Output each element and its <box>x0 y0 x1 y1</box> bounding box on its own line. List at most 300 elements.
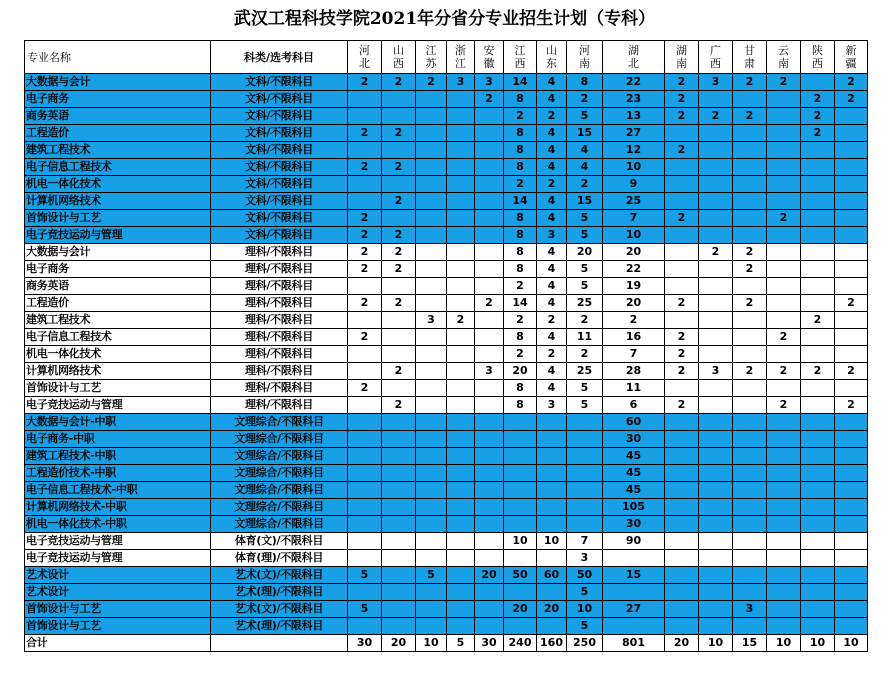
page-title: 武汉工程科技学院2021年分省分专业招生计划（专科） <box>233 9 656 29</box>
header-province: 河 南 <box>567 41 603 74</box>
quota-cell: 7 <box>567 533 603 550</box>
quota-cell: 6 <box>603 397 665 414</box>
quota-cell: 10 <box>699 635 733 652</box>
quota-cell: 20 <box>665 635 699 652</box>
major-name-cell: 工程造价 <box>25 295 211 312</box>
quota-cell: 2 <box>416 74 447 91</box>
quota-cell <box>835 329 868 346</box>
quota-cell <box>348 516 382 533</box>
quota-cell: 2 <box>665 363 699 380</box>
quota-cell <box>416 618 447 635</box>
subject-cell: 理科/不限科目 <box>211 244 348 261</box>
quota-cell: 10 <box>416 635 447 652</box>
quota-cell <box>537 448 567 465</box>
quota-cell: 2 <box>447 312 475 329</box>
quota-cell <box>801 567 835 584</box>
quota-cell <box>801 618 835 635</box>
quota-cell <box>416 346 447 363</box>
quota-cell <box>475 499 504 516</box>
quota-cell <box>348 414 382 431</box>
major-name-cell: 合计 <box>25 635 211 652</box>
quota-cell: 30 <box>348 635 382 652</box>
quota-cell: 30 <box>475 635 504 652</box>
major-name-cell: 电子商务 <box>25 261 211 278</box>
subject-cell: 艺术(文)/不限科目 <box>211 567 348 584</box>
quota-cell <box>382 142 416 159</box>
table-row <box>25 618 868 635</box>
quota-cell: 8 <box>504 397 537 414</box>
quota-cell <box>447 414 475 431</box>
quota-cell <box>447 448 475 465</box>
quota-cell <box>665 567 699 584</box>
quota-cell: 8 <box>504 261 537 278</box>
quota-cell <box>699 312 733 329</box>
quota-cell <box>416 465 447 482</box>
quota-cell: 2 <box>348 210 382 227</box>
quota-cell: 4 <box>537 74 567 91</box>
quota-cell <box>733 533 767 550</box>
quota-cell <box>767 244 801 261</box>
quota-cell: 2 <box>382 397 416 414</box>
quota-cell <box>665 431 699 448</box>
quota-cell: 5 <box>567 108 603 125</box>
quota-cell: 45 <box>603 482 665 499</box>
quota-cell <box>767 380 801 397</box>
quota-cell <box>416 601 447 618</box>
major-name-cell: 建筑工程技术 <box>25 312 211 329</box>
table-row <box>25 142 868 159</box>
major-name-cell: 电子竞技运动与管理 <box>25 227 211 244</box>
quota-cell: 15 <box>603 567 665 584</box>
quota-cell: 5 <box>567 210 603 227</box>
quota-cell <box>665 125 699 142</box>
quota-cell <box>348 108 382 125</box>
quota-cell: 2 <box>537 312 567 329</box>
quota-cell <box>801 278 835 295</box>
quota-cell: 2 <box>504 176 537 193</box>
quota-cell <box>733 550 767 567</box>
quota-cell <box>835 176 868 193</box>
quota-cell <box>475 244 504 261</box>
quota-cell <box>348 533 382 550</box>
quota-cell <box>699 516 733 533</box>
quota-cell <box>447 397 475 414</box>
quota-cell: 10 <box>567 601 603 618</box>
quota-cell <box>447 431 475 448</box>
quota-cell: 2 <box>504 278 537 295</box>
quota-cell <box>447 363 475 380</box>
quota-cell <box>537 618 567 635</box>
header-province: 湖 北 <box>603 41 665 74</box>
quota-cell <box>835 380 868 397</box>
quota-cell: 5 <box>567 618 603 635</box>
quota-cell <box>382 448 416 465</box>
header-province: 陕 西 <box>801 41 835 74</box>
quota-cell <box>416 193 447 210</box>
major-name-cell: 艺术设计 <box>25 567 211 584</box>
quota-cell <box>801 601 835 618</box>
quota-cell <box>835 227 868 244</box>
quota-cell <box>699 414 733 431</box>
quota-cell <box>348 431 382 448</box>
quota-cell <box>835 210 868 227</box>
table-row <box>25 465 868 482</box>
quota-cell <box>835 448 868 465</box>
quota-cell <box>733 227 767 244</box>
quota-cell <box>447 159 475 176</box>
quota-cell <box>835 516 868 533</box>
quota-cell <box>767 312 801 329</box>
quota-cell <box>835 193 868 210</box>
quota-cell: 2 <box>665 346 699 363</box>
subject-cell: 理科/不限科目 <box>211 329 348 346</box>
quota-cell <box>801 295 835 312</box>
header-province: 湖 南 <box>665 41 699 74</box>
quota-cell <box>475 431 504 448</box>
quota-cell <box>699 278 733 295</box>
quota-cell <box>447 329 475 346</box>
quota-cell: 13 <box>603 108 665 125</box>
quota-cell: 90 <box>603 533 665 550</box>
major-name-cell: 首饰设计与工艺 <box>25 618 211 635</box>
quota-cell <box>767 465 801 482</box>
quota-cell: 2 <box>801 363 835 380</box>
quota-cell: 10 <box>835 635 868 652</box>
quota-cell: 105 <box>603 499 665 516</box>
quota-cell: 10 <box>603 159 665 176</box>
quota-cell <box>382 601 416 618</box>
quota-cell <box>537 499 567 516</box>
table-row <box>25 261 868 278</box>
header-province: 江 苏 <box>416 41 447 74</box>
quota-cell: 2 <box>348 125 382 142</box>
table-row <box>25 584 868 601</box>
quota-cell <box>416 125 447 142</box>
quota-cell <box>416 448 447 465</box>
quota-cell <box>567 516 603 533</box>
quota-cell <box>447 567 475 584</box>
quota-cell <box>733 380 767 397</box>
quota-cell: 25 <box>567 363 603 380</box>
header-province: 河 北 <box>348 41 382 74</box>
quota-cell <box>348 465 382 482</box>
quota-cell: 25 <box>567 295 603 312</box>
quota-cell <box>699 448 733 465</box>
quota-cell: 8 <box>504 380 537 397</box>
subject-cell: 文理综合/不限科目 <box>211 465 348 482</box>
quota-cell: 5 <box>447 635 475 652</box>
quota-cell: 60 <box>537 567 567 584</box>
quota-cell: 22 <box>603 74 665 91</box>
quota-cell <box>733 567 767 584</box>
quota-cell: 2 <box>801 108 835 125</box>
quota-cell <box>475 533 504 550</box>
quota-cell: 60 <box>603 414 665 431</box>
quota-cell <box>475 346 504 363</box>
quota-cell: 20 <box>504 363 537 380</box>
quota-cell: 22 <box>603 261 665 278</box>
quota-cell <box>665 618 699 635</box>
quota-cell: 4 <box>537 125 567 142</box>
quota-cell <box>475 193 504 210</box>
subject-cell: 文科/不限科目 <box>211 74 348 91</box>
quota-cell <box>447 618 475 635</box>
table-row <box>25 108 868 125</box>
table-row <box>25 295 868 312</box>
quota-cell <box>475 448 504 465</box>
quota-cell <box>504 550 537 567</box>
quota-cell <box>699 482 733 499</box>
quota-cell <box>382 618 416 635</box>
major-name-cell: 工程造价技术-中职 <box>25 465 211 482</box>
quota-cell: 2 <box>665 329 699 346</box>
subject-cell: 艺术(理)/不限科目 <box>211 618 348 635</box>
quota-cell: 5 <box>567 278 603 295</box>
quota-cell <box>801 414 835 431</box>
subject-cell: 理科/不限科目 <box>211 261 348 278</box>
quota-cell <box>447 278 475 295</box>
quota-cell: 2 <box>801 312 835 329</box>
quota-cell <box>447 533 475 550</box>
quota-cell: 801 <box>603 635 665 652</box>
table-row <box>25 125 868 142</box>
quota-cell <box>416 176 447 193</box>
quota-cell <box>767 567 801 584</box>
header-province: 安 徽 <box>475 41 504 74</box>
quota-cell <box>447 176 475 193</box>
quota-cell <box>382 91 416 108</box>
quota-cell: 3 <box>567 550 603 567</box>
quota-cell: 20 <box>475 567 504 584</box>
major-name-cell: 电子竞技运动与管理 <box>25 550 211 567</box>
header-province: 广 西 <box>699 41 733 74</box>
quota-cell: 4 <box>537 295 567 312</box>
quota-cell <box>475 142 504 159</box>
quota-cell: 2 <box>382 244 416 261</box>
quota-cell <box>767 193 801 210</box>
quota-cell <box>382 210 416 227</box>
quota-cell <box>767 516 801 533</box>
quota-cell <box>348 482 382 499</box>
quota-cell: 2 <box>665 74 699 91</box>
quota-cell <box>733 482 767 499</box>
quota-cell <box>801 482 835 499</box>
major-name-cell: 电子竞技运动与管理 <box>25 533 211 550</box>
quota-cell <box>767 261 801 278</box>
major-name-cell: 艺术设计 <box>25 584 211 601</box>
quota-cell <box>382 312 416 329</box>
quota-cell: 3 <box>475 74 504 91</box>
quota-cell <box>733 431 767 448</box>
total-row <box>25 635 868 652</box>
quota-cell <box>504 431 537 448</box>
quota-cell: 14 <box>504 295 537 312</box>
quota-cell: 20 <box>603 295 665 312</box>
quota-cell <box>475 601 504 618</box>
quota-cell <box>475 618 504 635</box>
quota-cell: 27 <box>603 601 665 618</box>
quota-cell <box>699 499 733 516</box>
quota-cell <box>835 312 868 329</box>
quota-cell <box>447 108 475 125</box>
quota-cell: 4 <box>537 159 567 176</box>
table-row <box>25 210 868 227</box>
quota-cell: 2 <box>767 363 801 380</box>
quota-cell <box>475 278 504 295</box>
quota-cell <box>699 584 733 601</box>
quota-cell <box>475 550 504 567</box>
table-row <box>25 499 868 516</box>
quota-cell <box>382 414 416 431</box>
quota-cell <box>416 278 447 295</box>
quota-cell <box>665 193 699 210</box>
major-name-cell: 大数据与会计-中职 <box>25 414 211 431</box>
quota-cell <box>382 482 416 499</box>
quota-cell: 4 <box>567 159 603 176</box>
quota-cell <box>665 550 699 567</box>
quota-cell <box>767 550 801 567</box>
quota-cell: 3 <box>447 74 475 91</box>
quota-cell: 2 <box>537 176 567 193</box>
quota-cell <box>665 312 699 329</box>
major-name-cell: 电子信息工程技术 <box>25 329 211 346</box>
subject-cell: 理科/不限科目 <box>211 346 348 363</box>
quota-cell <box>835 567 868 584</box>
quota-cell <box>447 227 475 244</box>
quota-cell <box>537 550 567 567</box>
quota-cell <box>665 278 699 295</box>
quota-cell <box>767 125 801 142</box>
quota-cell <box>447 125 475 142</box>
quota-cell <box>699 125 733 142</box>
quota-cell: 10 <box>504 533 537 550</box>
major-name-cell: 建筑工程技术 <box>25 142 211 159</box>
quota-cell <box>801 397 835 414</box>
quota-cell: 20 <box>603 244 665 261</box>
quota-cell <box>665 261 699 278</box>
quota-cell <box>416 227 447 244</box>
quota-cell <box>603 618 665 635</box>
subject-cell: 体育(文)/不限科目 <box>211 533 348 550</box>
major-name-cell: 大数据与会计 <box>25 74 211 91</box>
major-name-cell: 商务英语 <box>25 278 211 295</box>
subject-cell: 文科/不限科目 <box>211 142 348 159</box>
quota-cell <box>475 176 504 193</box>
quota-cell <box>416 244 447 261</box>
quota-cell <box>416 414 447 431</box>
table-row <box>25 91 868 108</box>
quota-cell <box>733 499 767 516</box>
quota-cell <box>767 142 801 159</box>
quota-cell <box>603 584 665 601</box>
table-row <box>25 227 868 244</box>
quota-cell <box>665 380 699 397</box>
quota-cell: 240 <box>504 635 537 652</box>
quota-cell <box>416 159 447 176</box>
quota-cell <box>835 244 868 261</box>
quota-cell <box>537 482 567 499</box>
quota-cell <box>504 414 537 431</box>
quota-cell: 2 <box>382 227 416 244</box>
quota-cell <box>567 414 603 431</box>
quota-cell <box>801 176 835 193</box>
quota-cell: 2 <box>348 261 382 278</box>
quota-cell <box>835 261 868 278</box>
quota-cell <box>382 465 416 482</box>
quota-cell: 8 <box>504 244 537 261</box>
table-row <box>25 244 868 261</box>
quota-cell <box>699 431 733 448</box>
quota-cell <box>699 533 733 550</box>
table-row <box>25 414 868 431</box>
quota-cell <box>475 261 504 278</box>
quota-cell: 5 <box>567 397 603 414</box>
quota-cell: 2 <box>767 210 801 227</box>
header-major: 专业名称 <box>25 41 211 74</box>
quota-cell <box>416 499 447 516</box>
quota-cell <box>447 193 475 210</box>
quota-cell: 2 <box>382 74 416 91</box>
quota-cell: 2 <box>665 397 699 414</box>
quota-cell <box>733 329 767 346</box>
subject-cell: 文理综合/不限科目 <box>211 414 348 431</box>
quota-cell: 2 <box>835 295 868 312</box>
quota-cell: 3 <box>699 363 733 380</box>
quota-cell: 2 <box>382 125 416 142</box>
subject-cell <box>211 635 348 652</box>
quota-cell <box>835 142 868 159</box>
quota-cell: 2 <box>801 125 835 142</box>
quota-cell <box>835 550 868 567</box>
quota-cell <box>348 499 382 516</box>
quota-cell: 4 <box>537 210 567 227</box>
quota-cell <box>767 533 801 550</box>
quota-cell: 5 <box>567 261 603 278</box>
quota-cell <box>801 584 835 601</box>
quota-cell: 27 <box>603 125 665 142</box>
quota-cell <box>835 618 868 635</box>
quota-cell <box>416 482 447 499</box>
quota-cell <box>665 244 699 261</box>
quota-cell: 2 <box>504 346 537 363</box>
quota-cell <box>767 601 801 618</box>
subject-cell: 艺术(理)/不限科目 <box>211 584 348 601</box>
quota-cell <box>504 465 537 482</box>
quota-cell: 14 <box>504 74 537 91</box>
quota-cell <box>665 533 699 550</box>
quota-cell <box>504 482 537 499</box>
quota-cell <box>447 142 475 159</box>
quota-cell: 5 <box>416 567 447 584</box>
quota-cell <box>447 601 475 618</box>
quota-cell <box>699 142 733 159</box>
table-row <box>25 312 868 329</box>
quota-cell: 4 <box>537 91 567 108</box>
quota-cell: 2 <box>699 108 733 125</box>
quota-cell <box>416 108 447 125</box>
quota-cell <box>603 550 665 567</box>
quota-cell: 2 <box>382 159 416 176</box>
table-row <box>25 533 868 550</box>
quota-cell: 4 <box>537 142 567 159</box>
quota-cell <box>447 482 475 499</box>
quota-cell <box>699 210 733 227</box>
quota-cell: 7 <box>603 346 665 363</box>
header-province: 云 南 <box>767 41 801 74</box>
quota-cell: 10 <box>537 533 567 550</box>
quota-cell <box>665 482 699 499</box>
quota-cell: 16 <box>603 329 665 346</box>
